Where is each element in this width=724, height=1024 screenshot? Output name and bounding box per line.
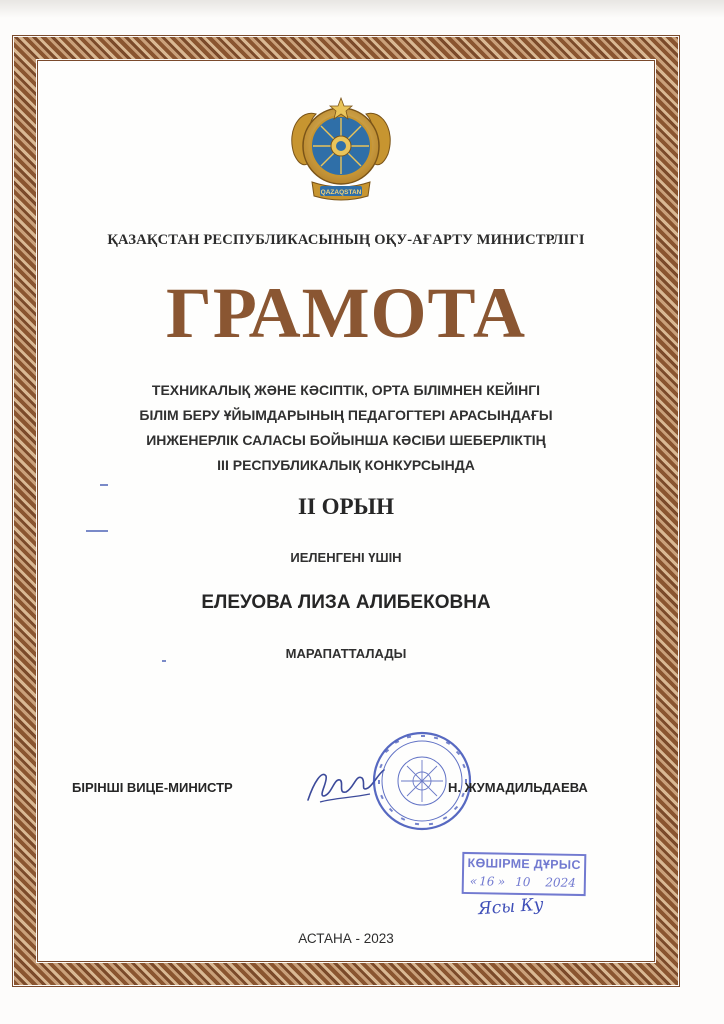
award-description [38, 378, 654, 478]
recipient-name: ЕЛЕУОВА ЛИЗА АЛИБЕКОВНА [201, 592, 491, 613]
scan-edge [0, 0, 724, 18]
description-line-4: ІІІ РЕСПУБЛИКАЛЫҚ КОНКУРСЫНДА [217, 457, 475, 473]
copy-stamp-day: 16 [479, 874, 495, 889]
city-year: АСТАНА - 2023 [298, 931, 394, 946]
signer-name: Н. ЖУМАДИЛЬДАЕВА [448, 780, 588, 795]
place-awarded: ІІ ОРЫН [297, 494, 395, 519]
description-line-2: БІЛІМ БЕРУ ҰЙЫМДАРЫНЫҢ ПЕДАГОГТЕРІ АРАСЫНДАҒЫ [139, 407, 553, 423]
copy-stamp-date: « 16 » 10 2024 [469, 874, 576, 890]
awarded-text: МАРАПАТТАЛАДЫ [285, 646, 407, 661]
certificate-title: ГРАМОТА [166, 273, 526, 353]
description-line-1: ТЕХНИКАЛЫҚ ЖӘНЕ КӘСІПТІК, ОРТА БІЛІМНЕН КЕЙІНГІ [151, 382, 541, 398]
description-line-3: ИНЖЕНЕРЛІК САЛАСЫ БОЙЫНША КӘСІБИ ШЕБЕРЛІКТІҢ [146, 432, 546, 448]
state-emblem-icon [276, 84, 406, 214]
for-achieving-text: ИЕЛЕНГЕНІ ҮШІН [290, 550, 402, 565]
copy-stamp-year: 2024 [545, 875, 576, 890]
ministry-name: ҚАЗАҚСТАН РЕСПУБЛИКАСЫНЫҢ ОҚУ-АҒАРТУ МИНИСТРЛІГІ [107, 232, 585, 248]
copy-stamp-label: КӨШІРМЕ ДҰРЫС [467, 856, 581, 872]
copy-stamp-month: 10 [515, 874, 531, 890]
signer-role: БІРІНШІ ВИЦЕ-МИНИСТР [72, 780, 233, 795]
handwritten-note: Ясы Ку [477, 894, 545, 920]
emblem-banner-text: QAZAQSTAN [320, 189, 362, 196]
copy-certified-stamp [462, 852, 587, 896]
